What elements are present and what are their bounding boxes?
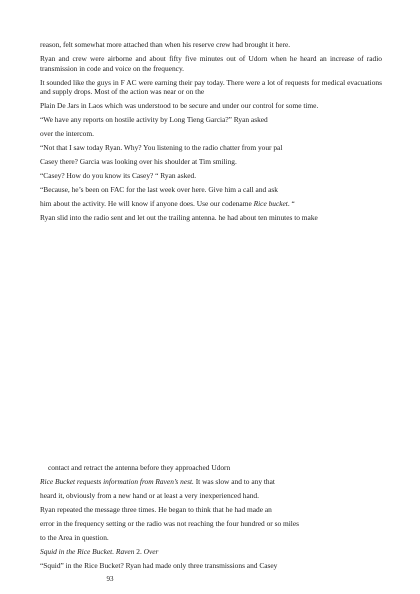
paragraph: “Squid” in the Rice Bucket? Ryan had made only three transmissions and Casey [40, 560, 278, 570]
paragraph [40, 199, 382, 209]
paragraph: Ryan slid into the radio sent and let out the trailing antenna. he had about ten minutes to make [40, 213, 318, 223]
paragraph: to the Area in question. [40, 532, 109, 542]
paragraph: Ryan and crew were airborne and about fifty five minutes out of Udorn when he heard an increase of radio transmission in code and voice on the frequency. [40, 53, 382, 73]
paragraph [40, 477, 382, 487]
bottom-text-block [40, 463, 382, 575]
codename-text: Rice bucket [253, 199, 288, 209]
paragraph: It sounded like the guys in F AC were earning their pay today. There were a lot of requests for medical evacuations and supply drops. Most of the action was near or on the [40, 77, 382, 97]
top-text-block [40, 40, 382, 227]
paragraph: contact and retract the antenna before they approached Udorn [48, 463, 231, 472]
paragraph: “Casey? How do you know its Casey? “ Ryan asked. [40, 171, 197, 181]
paragraph [40, 547, 382, 557]
paragraph: over the intercom. [40, 129, 94, 139]
paragraph: “Not that I saw today Ryan. Why? You listening to the radio chatter from your pal [40, 143, 283, 153]
paragraph: Ryan repeated the message three times. He began to think that he had made an [40, 504, 272, 514]
radio-message-text: Rice Bucket requests information from Raven’s nest. [40, 476, 194, 486]
paragraph: heard it, obviously from a new hand or at least a very inexperienced hand. [40, 490, 259, 500]
paragraph: Casey there? Garcia was looking over his shoulder at Tim smiling. [40, 157, 237, 167]
paragraph: error in the frequency setting or the radio was not reaching the four hundred or so miles [40, 518, 300, 528]
text-run: 2. [134, 546, 144, 556]
radio-message-text: Squid in the Rice Bucket. Raven [40, 546, 135, 556]
radio-message-text: Over [143, 546, 159, 556]
paragraph: Plain De Jars in Laos which was understood to be secure and under our control for some time. [40, 101, 319, 111]
paragraph: “We have any reports on hostile activity by Long Tieng Garcia?” Ryan asked [40, 115, 268, 125]
text-run: It was slow and to any that [193, 476, 275, 486]
text-run: him about the activity. He will know if anyone does. Use our codename [40, 199, 254, 209]
paragraph: “Because, he’s been on FAC for the last week over here. Give him a call and ask [40, 185, 278, 195]
text-run: . “ [287, 199, 295, 209]
page-number: 93 [106, 575, 114, 583]
paragraph: reason, felt somewhat more attached than when his reserve crew had brought it here. [40, 40, 291, 49]
